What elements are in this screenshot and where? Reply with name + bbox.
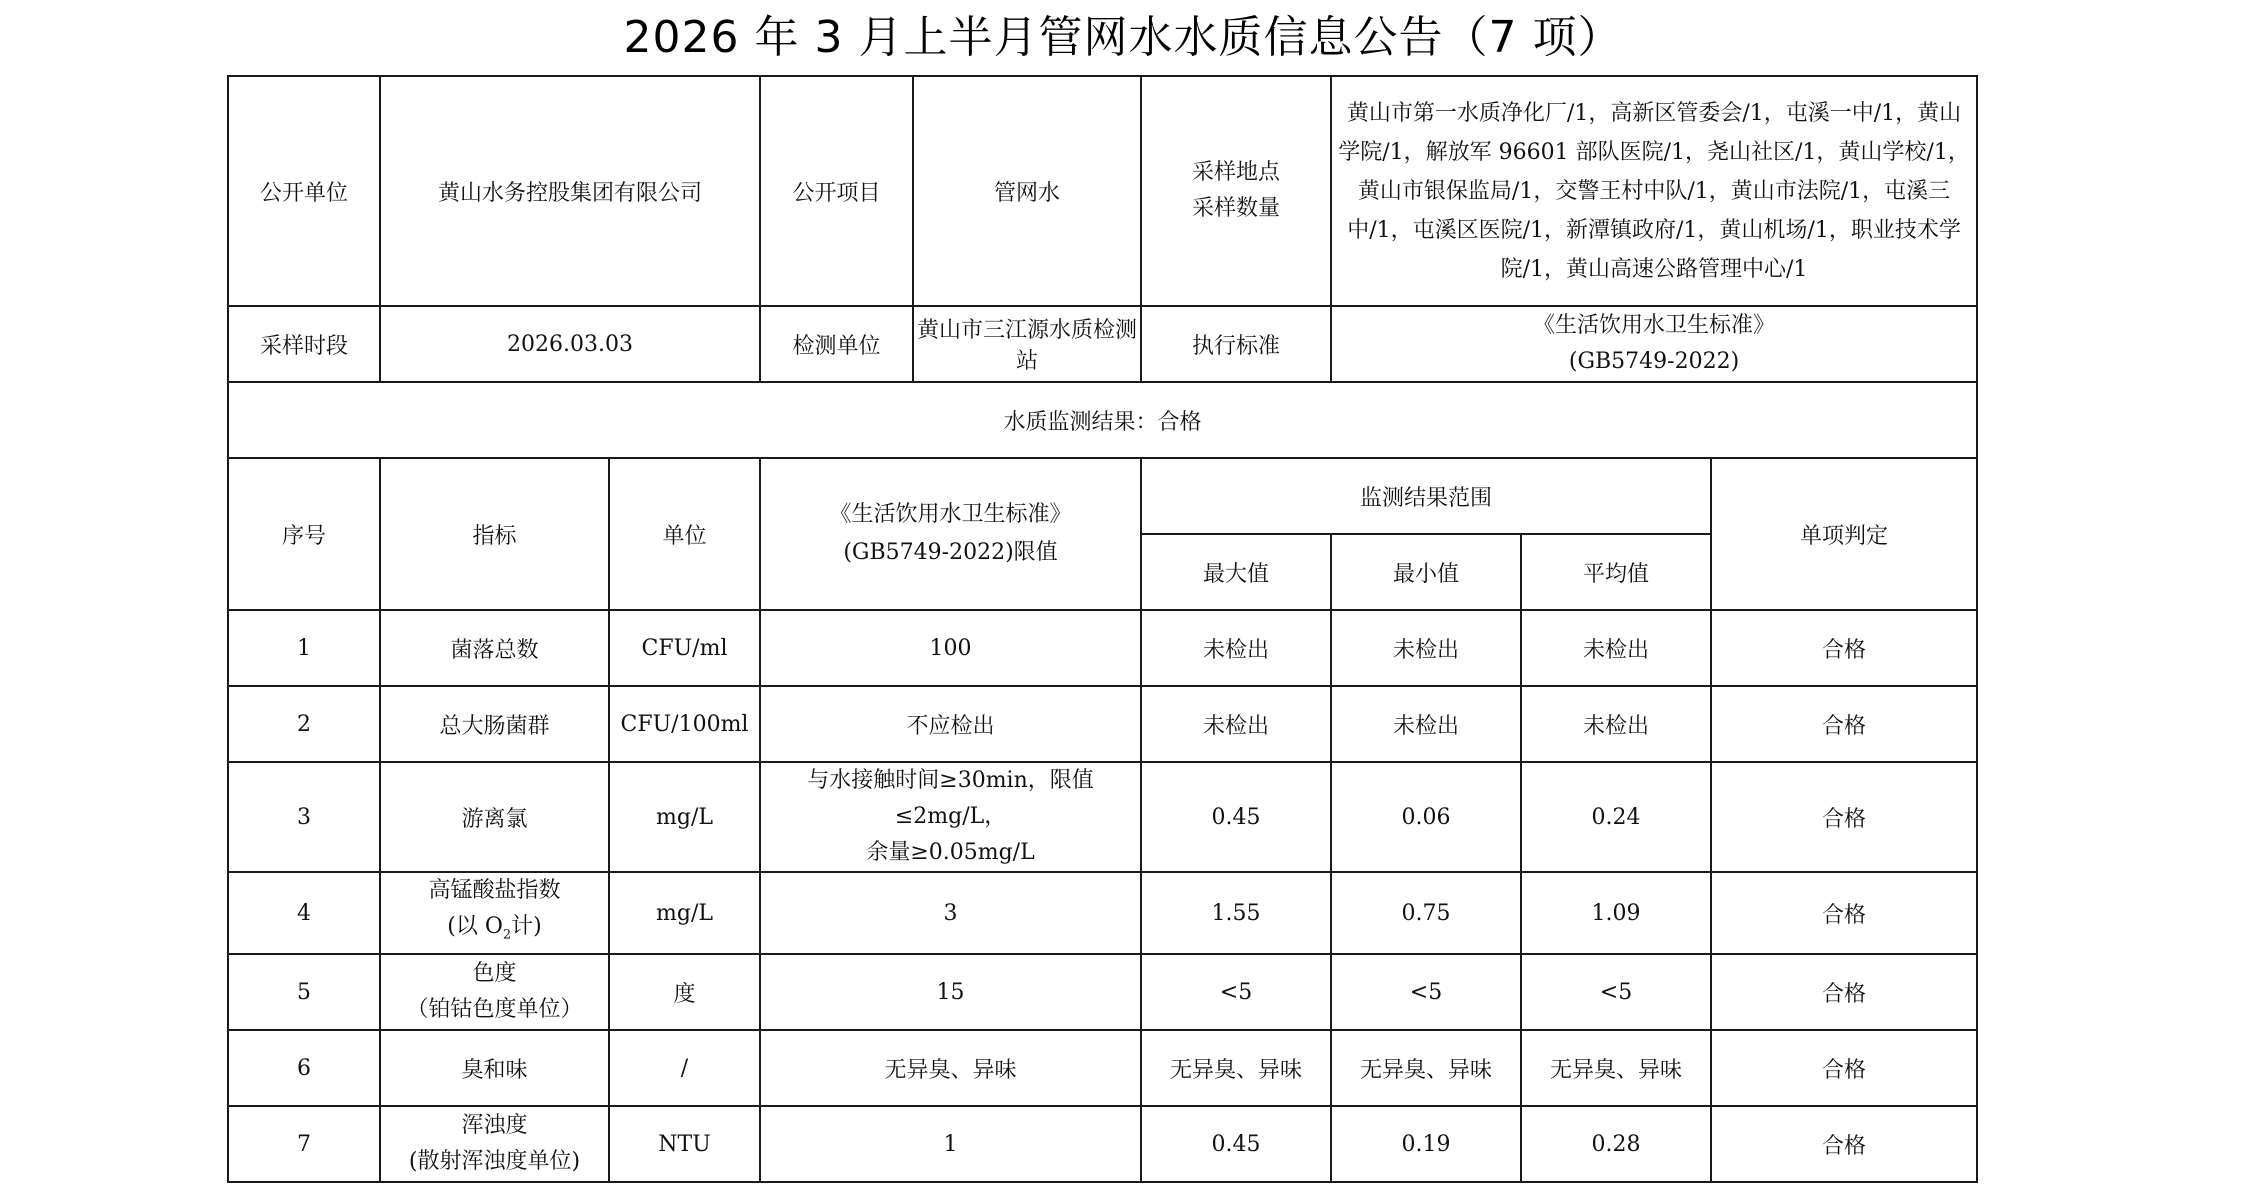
row-indicator: 总大肠菌群	[380, 686, 609, 762]
header-row-1	[228, 458, 1977, 534]
row-unit: mg/L	[609, 872, 760, 954]
sites-label-line1: 采样地点	[1192, 160, 1281, 185]
row-no: 6	[228, 1030, 380, 1106]
row-no: 4	[228, 872, 380, 954]
lab-label: 检测单位	[761, 307, 914, 381]
row-indicator: 菌落总数	[380, 610, 609, 686]
row-indicator	[380, 954, 609, 1030]
row-no: 5	[228, 954, 380, 1030]
row-limit: 不应检出	[760, 686, 1141, 762]
result-row	[228, 382, 1977, 458]
row-max: 0.45	[1141, 762, 1331, 872]
row-avg: 未检出	[1521, 686, 1711, 762]
row-unit: CFU/ml	[609, 610, 760, 686]
row-min: 0.19	[1331, 1106, 1521, 1182]
table-row	[228, 762, 1977, 872]
table-row	[228, 1030, 1977, 1106]
item-value: 管网水	[994, 180, 1061, 206]
header-min: 最小值	[1331, 534, 1521, 610]
row-max: 1.55	[1141, 872, 1331, 954]
row-avg: 无异臭、异味	[1521, 1030, 1711, 1106]
row-verdict: 合格	[1711, 610, 1977, 686]
row-indicator-line2: （铂钴色度单位）	[406, 997, 583, 1023]
publisher-value: 黄山水务控股集团有限公司	[380, 76, 760, 306]
table-row	[228, 954, 1977, 1030]
row-indicator-line2-tail: 计)	[511, 914, 542, 939]
row-indicator-line1: 高锰酸盐指数	[428, 878, 561, 903]
header-limit-line1: 《生活饮用水卫生标准》	[829, 502, 1072, 527]
header-indicator: 指标	[380, 458, 609, 610]
row-avg: 0.24	[1521, 762, 1711, 872]
header-limit	[760, 458, 1141, 610]
row-unit: 度	[609, 954, 760, 1030]
row-no: 2	[228, 686, 380, 762]
row-unit: /	[609, 1030, 760, 1106]
date-value: 2026.03.03	[380, 306, 760, 382]
row-limit-line2: 余量≥0.05mg/L	[866, 840, 1035, 865]
lab-cell	[760, 306, 1141, 382]
row-unit: NTU	[609, 1106, 760, 1182]
header-unit: 单位	[609, 458, 760, 610]
row-indicator	[380, 1106, 609, 1182]
row-indicator: 臭和味	[380, 1030, 609, 1106]
row-limit: 3	[760, 872, 1141, 954]
item-label-cell	[760, 76, 1141, 306]
row-indicator: 游离氯	[380, 762, 609, 872]
row-min: 未检出	[1331, 610, 1521, 686]
row-limit: 无异臭、异味	[760, 1030, 1141, 1106]
row-avg: 未检出	[1521, 610, 1711, 686]
lab-value: 黄山市三江源水质检测站	[917, 318, 1138, 374]
table-row	[228, 1106, 1977, 1182]
row-indicator-line2	[387, 909, 602, 953]
row-min: 0.75	[1331, 872, 1521, 954]
info-row-publisher	[228, 76, 1977, 306]
table-row	[228, 610, 1977, 686]
row-avg: <5	[1521, 954, 1711, 1030]
sites-list: 黄山市第一水质净化厂/1，高新区管委会/1，屯溪一中/1，黄山学院/1，解放军 96601 部队医院/1，尧山社区/1，黄山学校/1，黄山市银保监局/1，交警王村中队/1，黄山市法院/1，屯溪三中/1，屯溪区医院/1，新潭镇政府/1，黄山机场/1，职业技术学院/1，黄山高速公路管理中心/1	[1331, 76, 1977, 306]
row-indicator	[380, 872, 609, 954]
row-verdict: 合格	[1711, 872, 1977, 954]
row-no: 7	[228, 1106, 380, 1182]
row-unit: mg/L	[609, 762, 760, 872]
row-min: 0.06	[1331, 762, 1521, 872]
header-no: 序号	[228, 458, 380, 610]
row-avg: 1.09	[1521, 872, 1711, 954]
row-max: <5	[1141, 954, 1331, 1030]
row-limit	[760, 762, 1141, 872]
row-max: 无异臭、异味	[1141, 1030, 1331, 1106]
std-line2: (GB5749-2022)	[1568, 349, 1740, 374]
std-line1: 《生活饮用水卫生标准》	[1533, 313, 1776, 338]
row-indicator-line1: 色度	[472, 961, 517, 987]
row-limit: 15	[760, 954, 1141, 1030]
row-verdict: 合格	[1711, 1030, 1977, 1106]
row-limit: 1	[760, 1106, 1141, 1182]
row-verdict: 合格	[1711, 1106, 1977, 1182]
table-row	[228, 872, 1977, 954]
row-verdict: 合格	[1711, 762, 1977, 872]
sites-label	[1141, 76, 1331, 306]
row-no: 1	[228, 610, 380, 686]
row-unit: CFU/100ml	[609, 686, 760, 762]
info-row-date	[228, 306, 1977, 382]
header-range: 监测结果范围	[1141, 458, 1711, 534]
row-indicator-line2: (散射浑浊度单位)	[408, 1149, 581, 1175]
item-label-text: 公开项目	[761, 77, 914, 305]
date-label: 采样时段	[228, 306, 380, 382]
water-quality-table	[227, 75, 1978, 1183]
row-max: 未检出	[1141, 686, 1331, 762]
header-max: 最大值	[1141, 534, 1331, 610]
row-verdict: 合格	[1711, 954, 1977, 1030]
sites-label-line2: 采样数量	[1192, 196, 1281, 221]
row-min: 无异臭、异味	[1331, 1030, 1521, 1106]
row-no: 3	[228, 762, 380, 872]
row-max: 未检出	[1141, 610, 1331, 686]
header-limit-line2: (GB5749-2022)限值	[843, 540, 1058, 565]
table-row	[228, 686, 1977, 762]
row-max: 0.45	[1141, 1106, 1331, 1182]
page-title: 2026 年 3 月上半月管网水水质信息公告（7 项）	[623, 12, 1623, 63]
row-verdict: 合格	[1711, 686, 1977, 762]
row-min: 未检出	[1331, 686, 1521, 762]
row-limit: 100	[760, 610, 1141, 686]
row-avg: 0.28	[1521, 1106, 1711, 1182]
row-indicator-line1: 浑浊度	[461, 1113, 528, 1139]
result-summary: 水质监测结果：合格	[228, 382, 1977, 458]
header-verdict: 单项判定	[1711, 458, 1977, 610]
row-indicator-subscript: 2	[502, 927, 512, 943]
header-avg: 平均值	[1521, 534, 1711, 610]
std-label: 执行标准	[1141, 306, 1331, 382]
publisher-label: 公开单位	[228, 76, 380, 306]
row-min: <5	[1331, 954, 1521, 1030]
std-value	[1331, 306, 1977, 382]
row-indicator-line2-text: (以 O	[447, 914, 503, 939]
row-limit-line1: 与水接触时间≥30min，限值≤2mg/L，	[807, 768, 1094, 829]
